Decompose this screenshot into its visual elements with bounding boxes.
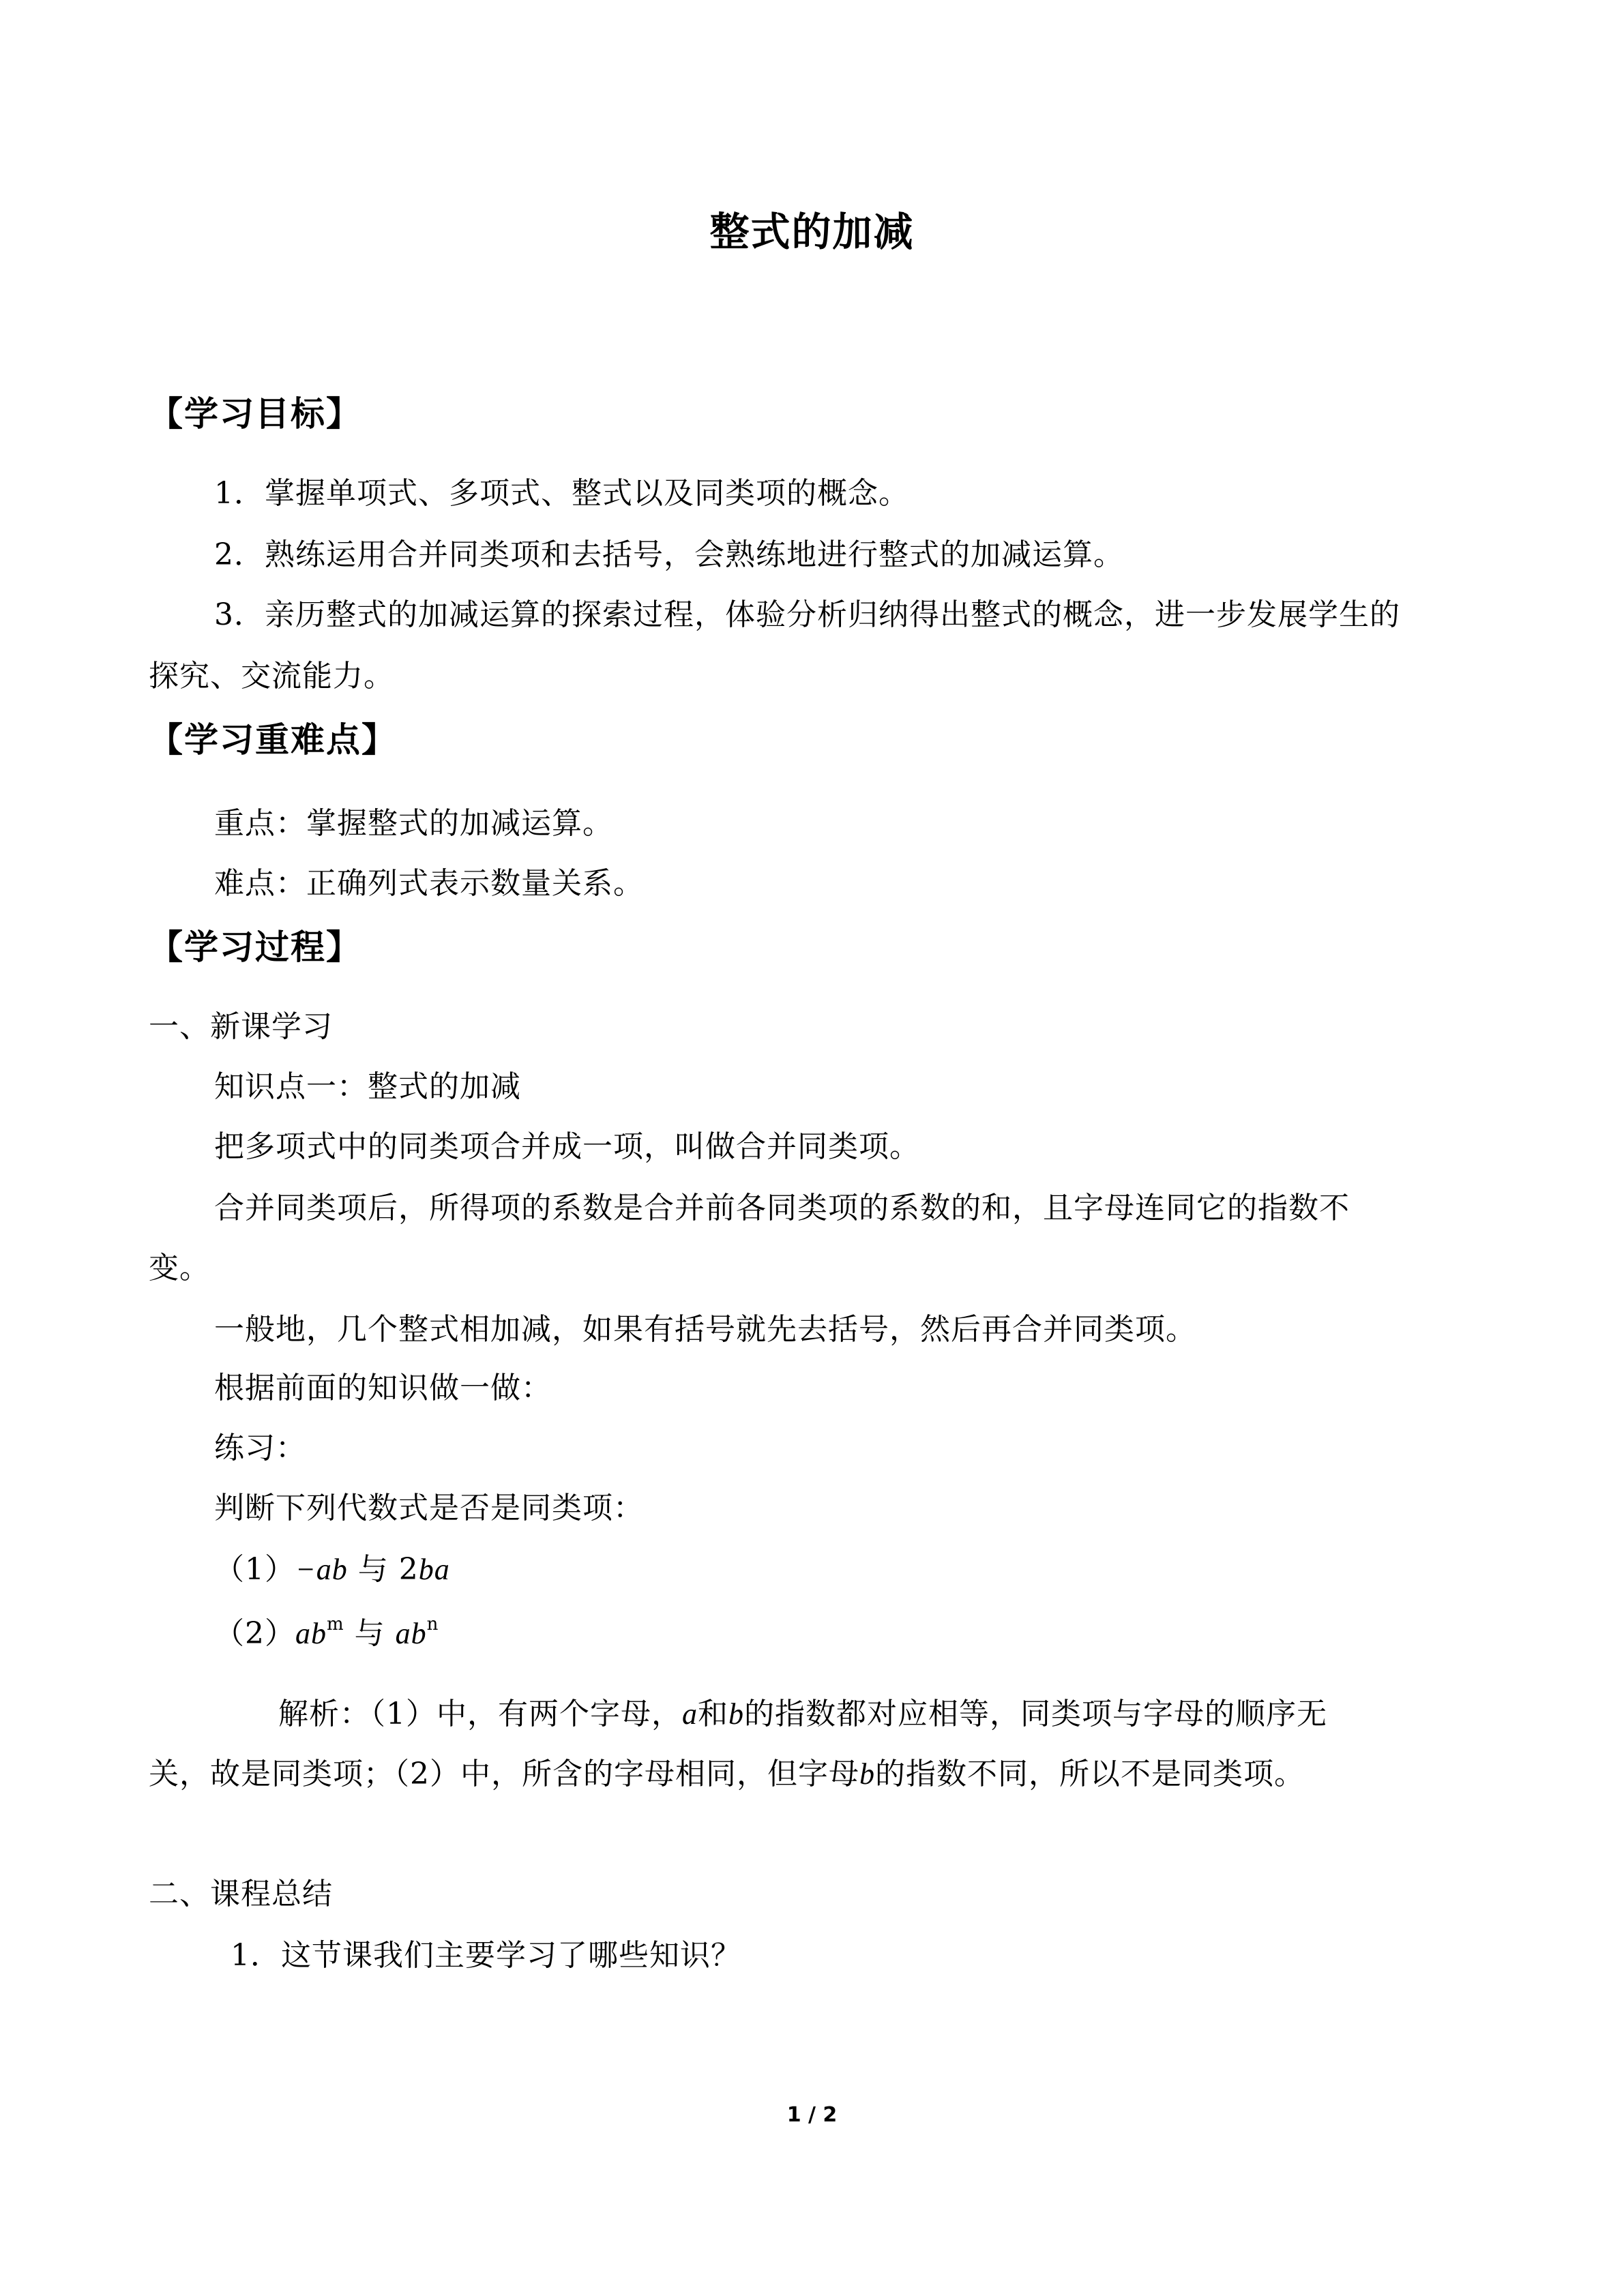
item-2-base-a: ab (295, 1617, 327, 1650)
analysis-text-1: 解析：（1）中，有两个字母， (278, 1697, 682, 1731)
objective-item-3-continued: 探究、交流能力。 (149, 659, 394, 694)
analysis-line-2 (149, 1754, 1305, 1795)
item-1-expression-a: −ab (295, 1553, 348, 1586)
key-points-heading: 【学习重难点】 (149, 720, 397, 760)
objective-item-1: 1．掌握单项式、多项式、整式以及同类项的概念。 (214, 476, 909, 511)
item-2-exponent-n: n (426, 1614, 439, 1635)
item-1-coefficient: 2 (398, 1552, 419, 1587)
item-1-connector: 与 (357, 1552, 389, 1587)
process-heading: 【学习过程】 (149, 927, 361, 967)
section-title-summary: 二、课程总结 (149, 1877, 333, 1911)
knowledge-point-title: 知识点一：整式的加减 (214, 1069, 521, 1104)
analysis-text-5: 的指数不同，所以不是同类项。 (875, 1757, 1305, 1791)
page-number: 1 / 2 (786, 2103, 838, 2127)
objective-item-2: 2．熟练运用合并同类项和去括号，会熟练地进行整式的加减运算。 (214, 537, 1124, 572)
analysis-var-b: b (728, 1697, 744, 1731)
item-2-label: （2） (214, 1616, 295, 1651)
practice-item-2 (214, 1613, 439, 1654)
definition-text: 把多项式中的同类项合并成一项，叫做合并同类项。 (214, 1129, 920, 1164)
practice-item-1 (214, 1549, 450, 1590)
analysis-text-4: 关，故是同类项；（2）中，所含的字母相同，但字母 (149, 1757, 859, 1791)
difficult-point: 难点：正确列式表示数量关系。 (214, 866, 644, 901)
general-rule-text: 一般地，几个整式相加减，如果有括号就先去括号，然后再合并同类项。 (214, 1312, 1196, 1347)
practice-label: 练习： (214, 1431, 306, 1465)
analysis-text-3: 的指数都对应相等，同类项与字母的顺序无 (744, 1697, 1327, 1731)
item-1-expression-b: ba (418, 1553, 450, 1586)
rule-text: 合并同类项后，所得项的系数是合并前各同类项的系数的和，且字母连同它的指数不 (214, 1191, 1350, 1225)
objectives-heading: 【学习目标】 (149, 394, 361, 434)
item-1-label: （1） (214, 1552, 295, 1587)
page-title: 整式的加减 (709, 209, 915, 255)
summary-question-1: 1．这节课我们主要学习了哪些知识？ (231, 1938, 741, 1973)
key-point: 重点：掌握整式的加减运算。 (214, 806, 613, 841)
practice-prompt: 根据前面的知识做一做： (214, 1371, 552, 1405)
analysis-text-2: 和 (698, 1697, 728, 1731)
section-title-new-lesson: 一、新课学习 (149, 1009, 333, 1044)
analysis-var-b-2: b (859, 1757, 875, 1791)
analysis-var-a: a (682, 1697, 698, 1731)
item-2-base-b: ab (395, 1617, 427, 1650)
practice-question: 判断下列代数式是否是同类项： (214, 1491, 644, 1525)
rule-text-continued: 变。 (149, 1251, 210, 1285)
item-2-connector: 与 (354, 1616, 385, 1651)
analysis-line-1 (278, 1694, 1327, 1735)
item-2-exponent-m: m (327, 1614, 344, 1635)
objective-item-3: 3．亲历整式的加减运算的探索过程，体验分析归纳得出整式的概念，进一步发展学生的 (214, 597, 1400, 632)
